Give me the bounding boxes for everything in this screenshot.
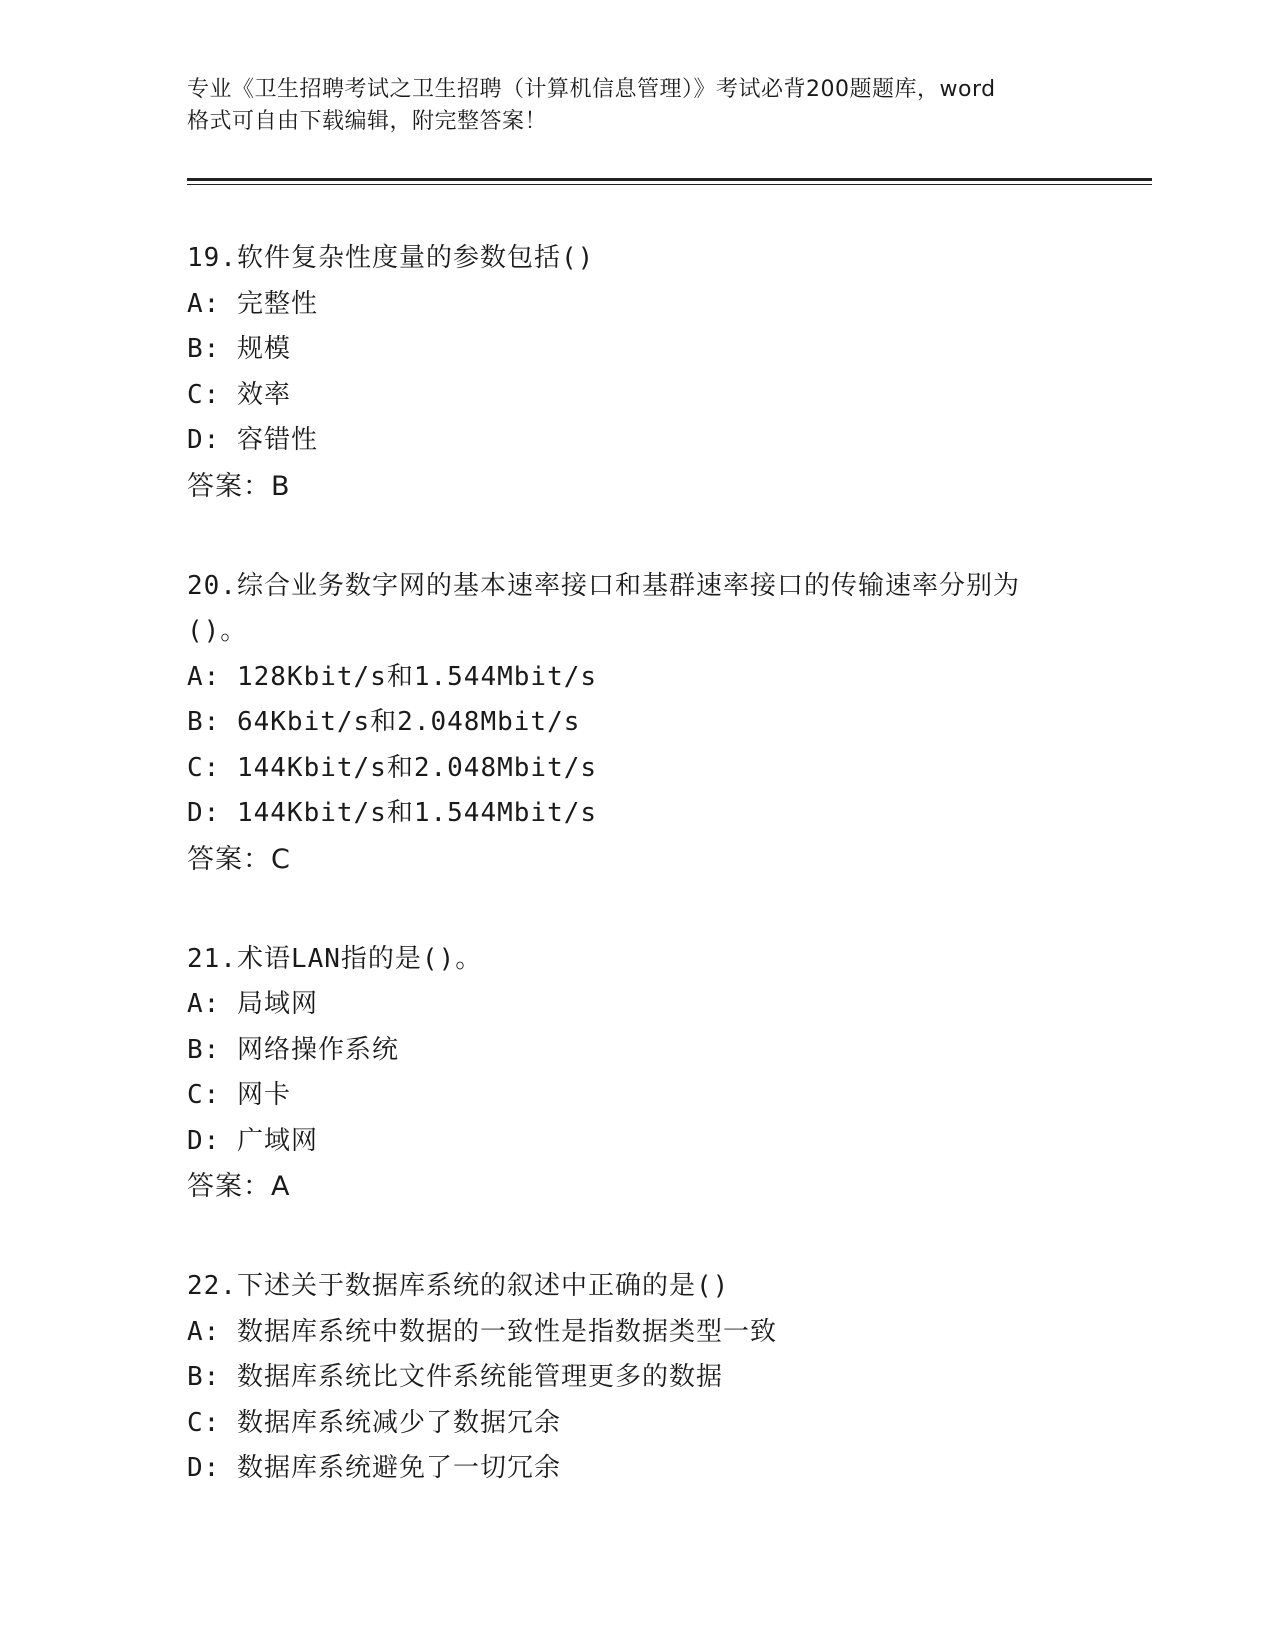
- question-list: [187, 236, 1087, 1546]
- option-d: D: 广域网: [187, 1125, 318, 1156]
- header-line-2: 格式可自由下载编辑，附完整答案！: [187, 109, 548, 134]
- option-b: B: 数据库系统比文件系统能管理更多的数据: [187, 1362, 723, 1392]
- option-d: D: 144Kbit/s和1.544Mbit/s: [187, 798, 598, 828]
- option-b: B: 网络操作系统: [187, 1034, 399, 1065]
- question-stem: 21.术语LAN指的是()。: [187, 943, 483, 974]
- answer-line: 答案：B: [187, 470, 291, 502]
- option-b: B: 规模: [187, 334, 291, 364]
- question-stem: 20.综合业务数字网的基本速率接口和基群速率接口的传输速率分别为()。: [187, 570, 1020, 646]
- answer-line: 答案：A: [187, 1171, 291, 1202]
- question-21: [187, 937, 1087, 1211]
- option-d: D: 数据库系统避免了一切冗余: [187, 1453, 561, 1483]
- option-a: A: 局域网: [187, 989, 318, 1019]
- option-a: A: 数据库系统中数据的一致性是指数据类型一致: [187, 1316, 777, 1347]
- option-b: B: 64Kbit/s和2.048Mbit/s: [187, 707, 581, 737]
- question-stem: 22.下述关于数据库系统的叙述中正确的是(): [187, 1271, 730, 1301]
- question-20: [187, 564, 1087, 883]
- answer-line: 答案：C: [187, 843, 291, 875]
- header-divider-thin: [187, 184, 1152, 185]
- option-a: A: 完整性: [187, 288, 318, 319]
- question-22: [187, 1264, 1087, 1492]
- header-line-1: 专业《卫生招聘考试之卫生招聘（计算机信息管理）》考试必背200题题库，word: [187, 77, 996, 102]
- question-stem: 19.软件复杂性度量的参数包括(): [187, 243, 595, 273]
- option-a: A: 128Kbit/s和1.544Mbit/s: [187, 661, 598, 692]
- document-header: [187, 74, 1087, 138]
- header-divider-thick: [187, 178, 1152, 181]
- option-c: C: 效率: [187, 379, 291, 410]
- option-c: C: 网卡: [187, 1080, 291, 1110]
- option-c: C: 144Kbit/s和2.048Mbit/s: [187, 752, 598, 783]
- option-d: D: 容错性: [187, 425, 318, 455]
- question-19: [187, 236, 1087, 510]
- option-c: C: 数据库系统减少了数据冗余: [187, 1407, 561, 1438]
